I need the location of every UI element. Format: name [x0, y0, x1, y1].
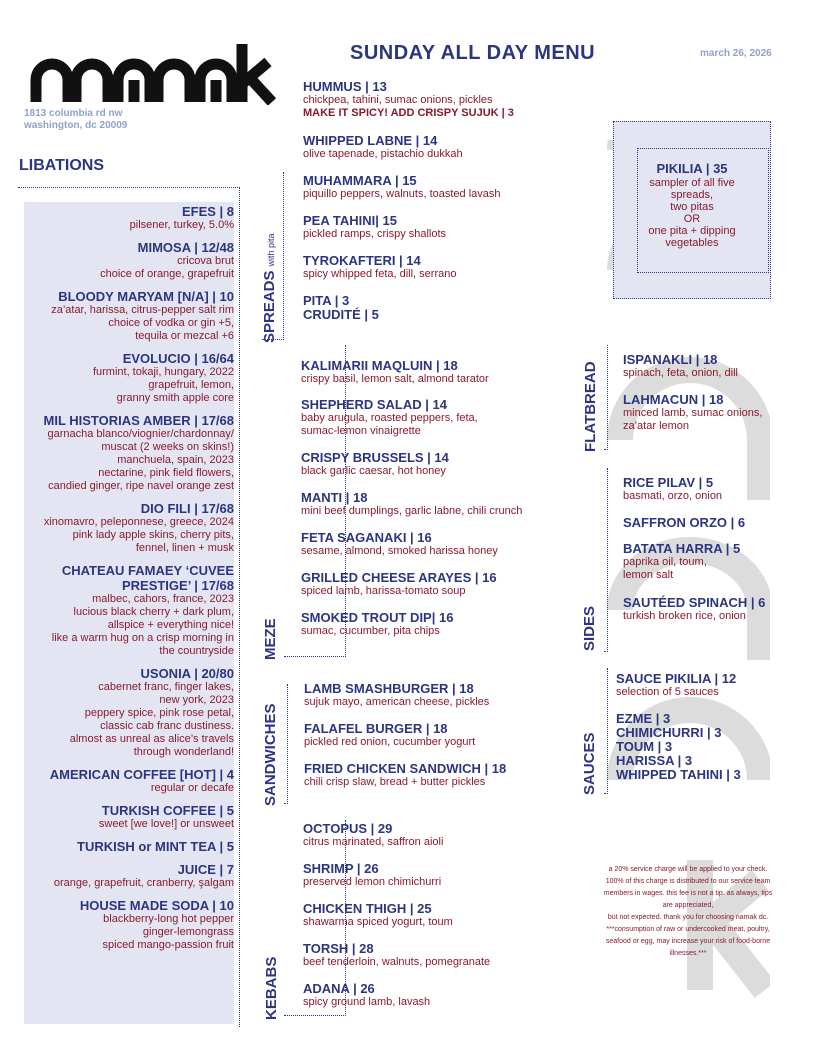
sauce-list [616, 712, 741, 782]
libation-desc: like a warm hug on a crisp morning in [51, 632, 234, 644]
menu-item-grilled-cheese-arayes [301, 571, 497, 598]
libation-name: EVOLUCIO | 16/64 [122, 351, 234, 366]
item-name: TORSH | 28 [303, 941, 374, 956]
item-desc: spinach, feta, onion, dill [623, 367, 738, 379]
item-desc: spicy ground lamb, lavash [303, 996, 431, 1008]
libation-item [20, 839, 234, 854]
menu-item-smoked-trout-dip [301, 611, 453, 638]
libation-desc: candied ginger, ripe navel orange zest [48, 480, 234, 492]
item-name: CRUDITÉ | 5 [303, 307, 379, 322]
libation-desc: granny smith apple core [116, 392, 234, 404]
item-name: OCTOPUS | 29 [303, 821, 393, 836]
item-name: PIKILIA | 35 [656, 161, 728, 176]
libation-desc: furmint, tokaji, hungary, 2022 [92, 366, 234, 378]
sides-bracket [604, 468, 608, 652]
sauces-bracket [604, 668, 608, 794]
item-desc: pickled red onion, cucumber yogurt [304, 736, 476, 748]
menu-item-falafel-burger [304, 722, 475, 749]
sandwiches-bracket [284, 684, 288, 804]
item-desc: spicy whipped feta, dill, serrano [303, 268, 457, 280]
address [24, 108, 127, 132]
item-desc: sujuk mayo, american cheese, pickles [304, 696, 490, 708]
item-name: SAUCE PIKILIA | 12 [616, 671, 737, 686]
section-label-sides: SIDES [581, 605, 598, 651]
libation-desc: nectarine, pink field flowers, [98, 467, 234, 479]
item-name: SAUTÉED SPINACH | 6 [623, 595, 766, 610]
item-desc: turkish broken rice, onion [623, 610, 746, 622]
item-name: SHEPHERD SALAD | 14 [301, 397, 447, 412]
item-desc: spreads, [670, 189, 714, 201]
item-name: ISPANAKLI | 18 [623, 352, 718, 367]
menu-item-chicken-thigh [303, 902, 453, 929]
libation-item [20, 898, 234, 952]
item-desc: piquillo peppers, walnuts, toasted lavash [303, 188, 501, 200]
menu-item-torsh [303, 942, 490, 969]
libation-desc: tequila or mezcal +6 [135, 330, 234, 342]
libation-desc: grapefruit, lemon, [148, 379, 234, 391]
libation-desc: malbec, cahors, france, 2023 [92, 593, 234, 605]
libation-item [20, 666, 234, 759]
sauce-item: HARISSA | 3 [616, 753, 693, 768]
item-name: HUMMUS | 13 [303, 79, 387, 94]
menu-item-lamb-smashburger [304, 682, 489, 709]
item-desc: sumac-lemon vinaigrette [301, 425, 421, 437]
item-desc: sampler of all five [649, 177, 735, 189]
menu-item-muhammara [303, 174, 501, 201]
libation-desc: orange, grapefruit, cranberry, şalgam [53, 877, 234, 889]
libations-title: LIBATIONS [19, 157, 105, 174]
item-name: BATATA HARRA | 5 [623, 541, 741, 556]
item-name: GRILLED CHEESE ARAYES | 16 [301, 570, 497, 585]
section-label-sauces: SAUCES [581, 732, 598, 795]
libation-desc: lucious black cherry + dark plum, [73, 606, 234, 618]
menu-item-adana [303, 982, 430, 1009]
libation-desc: choice of orange, grapefruit [100, 268, 234, 280]
item-desc: sesame, almond, smoked harissa honey [301, 545, 498, 557]
libation-item [20, 563, 234, 658]
menu-item-crispy-brussels [301, 451, 449, 478]
libation-desc: new york, 2023 [159, 694, 234, 706]
item-desc: preserved lemon chimichurri [303, 876, 442, 888]
menu-item-sauteed-spinach [623, 596, 765, 623]
libation-item [20, 862, 234, 890]
note-line: but not expected. thank you for choosing namak dc. [607, 914, 769, 921]
libation-name: MIL HISTORIAS AMBER | 17/68 [43, 413, 234, 428]
menu-item-fried-chicken-sandwich [304, 762, 506, 789]
item-desc: za’atar lemon [623, 420, 690, 432]
item-name: FALAFEL BURGER | 18 [304, 721, 448, 736]
item-desc: chili crisp slaw, bread + butter pickles [304, 776, 486, 788]
item-name: MANTI | 18 [301, 490, 368, 505]
libations-list [20, 204, 234, 960]
section-label-flatbread: FLATBREAD [582, 361, 599, 452]
libation-desc: cabernet franc, finger lakes, [98, 681, 234, 693]
section-subtitle: with pita [266, 233, 276, 267]
menu-item-pikilia [613, 161, 771, 249]
item-desc: lemon salt [623, 569, 674, 581]
libation-desc: classic cab franc dustiness. [100, 720, 234, 732]
item-desc: chickpea, tahini, sumac onions, pickles [303, 94, 493, 106]
menu-item-octopus [303, 822, 443, 849]
menu-item-rice-pilav [623, 476, 722, 503]
libation-desc: spiced mango-passion fruit [102, 939, 234, 951]
libation-desc: allspice + everything nice! [107, 619, 234, 631]
note-line: ***consumption of raw or undercooked meat, poultry, [606, 926, 770, 933]
item-desc: two pitas [670, 201, 714, 213]
item-name: KALIMARII MAQLUIN | 18 [301, 358, 458, 373]
section-label-meze: MEZE [262, 618, 279, 660]
item-desc: selection of 5 sauces [616, 686, 719, 698]
item-desc: OR [683, 213, 701, 225]
item-addon: MAKE IT SPICY! ADD CRISPY SUJUK | 3 [303, 107, 514, 119]
libation-desc: sweet [we love!] or unsweet [98, 818, 234, 830]
item-desc: shawarma spiced yogurt, toum [303, 916, 453, 928]
item-name: CHICKEN THIGH | 25 [303, 901, 432, 916]
libation-desc: pilsener, turkey, 5.0% [129, 219, 234, 231]
item-name: MUHAMMARA | 15 [303, 173, 417, 188]
item-desc: one pita + dipping [648, 225, 736, 237]
libation-desc: xinomavro, peleponnese, greece, 2024 [43, 516, 234, 528]
libation-desc: through wonderland! [133, 746, 234, 758]
libation-name: JUICE | 7 [177, 862, 234, 877]
menu-item-shepherd-salad [301, 398, 478, 438]
libation-name: USONIA | 20/80 [140, 666, 234, 681]
libation-item [20, 204, 234, 232]
item-name: LAMB SMASHBURGER | 18 [304, 681, 474, 696]
libation-name: HOUSE MADE SODA | 10 [79, 898, 234, 913]
menu-item-feta-saganaki [301, 531, 498, 558]
libation-name: AMERICAN COFFEE [HOT] | 4 [49, 767, 234, 782]
menu-item-sauce-pikilia [616, 672, 736, 699]
item-name: TYROKAFTERI | 14 [303, 253, 421, 268]
note-line: illnesses.*** [669, 950, 707, 957]
libation-desc: regular or decafe [150, 782, 234, 794]
libation-desc: choice of vodka or gin +5, [108, 317, 234, 329]
libation-desc: peppery spice, pink rose petal, [84, 707, 234, 719]
menu-item-pita-crudite [303, 294, 379, 322]
libation-desc: fennel, linen + musk [135, 542, 234, 554]
page-title: SUNDAY ALL DAY MENU [350, 42, 596, 64]
item-desc: mini beef dumplings, garlic labne, chili crunch [301, 505, 523, 517]
libation-name: EFES | 8 [181, 204, 234, 219]
note-line: members in wages. this fee is not a tip. as always, tips [603, 890, 773, 897]
item-desc: spiced lamb, harissa-tomato soup [301, 585, 466, 597]
libation-desc: garnacha blanco/viognier/chardonnay/ [47, 428, 234, 440]
libation-name: TURKISH COFFEE | 5 [101, 803, 234, 818]
libation-name: BLOODY MARYAM [N/A] | 10 [58, 289, 234, 304]
item-desc: black garlic caesar, hot honey [301, 465, 446, 477]
libation-desc: za’atar, harissa, citrus-pepper salt rim [51, 304, 234, 316]
libation-item [20, 803, 234, 831]
item-name: PEA TAHINI| 15 [303, 213, 397, 228]
namak-logo [28, 40, 278, 105]
libation-name: MIMOSA | 12/48 [137, 240, 234, 255]
menu-item-ispanakli [623, 353, 738, 380]
libation-desc: pink lady apple skins, cherry pits, [72, 529, 234, 541]
libation-desc: the countryside [159, 645, 234, 657]
libation-desc: muscat (2 weeks on skins!) [101, 441, 234, 453]
libation-item [20, 767, 234, 795]
libation-desc: blackberry-long hot pepper [103, 913, 234, 925]
libation-item [20, 289, 234, 343]
item-desc: crispy basil, lemon salt, almond tarator [301, 373, 489, 385]
libation-name: CHATEAU FAMAEY ‘CUVEE [61, 563, 234, 578]
menu-item-batata-harra [623, 542, 740, 582]
menu-item-kalimarii [301, 359, 489, 386]
menu-item-lahmacun [623, 393, 762, 433]
note-line: are appreciated, [662, 902, 714, 909]
item-name: PITA | 3 [303, 293, 350, 308]
note-line: seafood or egg, may increase your risk of food-borne [605, 938, 771, 945]
libation-item [20, 501, 234, 555]
item-desc: sumac, cucumber, pita chips [301, 625, 440, 637]
libation-name: DIO FILI | 17/68 [140, 501, 234, 516]
section-label-spreads [261, 233, 278, 343]
item-desc: vegetables [665, 237, 719, 249]
libation-desc: almost as unreal as alice’s travels [69, 733, 234, 745]
address-line: 1813 columbia rd nw [24, 108, 123, 119]
menu-item-shrimp [303, 862, 441, 889]
item-name: CRISPY BRUSSELS | 14 [301, 450, 449, 465]
menu-item-manti [301, 491, 522, 518]
menu-date: march 26, 2026 [700, 48, 772, 59]
item-desc: citrus marinated, saffron aioli [303, 836, 444, 848]
item-name: FRIED CHICKEN SANDWICH | 18 [304, 761, 507, 776]
item-desc: minced lamb, sumac onions, [623, 407, 763, 419]
address-line: washington, dc 20009 [24, 120, 128, 131]
menu-item-pea-tahini [303, 214, 446, 241]
item-name: SAFFRON ORZO | 6 [623, 515, 746, 530]
menu-item-tyrokafteri [303, 254, 456, 281]
item-desc: pickled ramps, crispy shallots [303, 228, 447, 240]
menu-item-whipped-labne [303, 134, 463, 161]
item-name: SHRIMP | 26 [303, 861, 379, 876]
item-name: SMOKED TROUT DIP| 16 [301, 610, 454, 625]
item-desc: baby arugula, roasted peppers, feta, [301, 412, 478, 424]
libation-desc: ginger-lemongrass [142, 926, 234, 938]
note-line: 100% of this charge is distributed to our service team [605, 878, 771, 885]
libation-desc: manchuela, spain, 2023 [117, 454, 234, 466]
section-label-kebabs: KEBABS [263, 956, 280, 1020]
item-name: WHIPPED LABNE | 14 [303, 133, 438, 148]
libation-name: PRESTIGE’ | 17/68 [121, 578, 234, 593]
item-desc: olive tapenade, pistachio dukkah [303, 148, 463, 160]
item-name: FETA SAGANAKI | 16 [301, 530, 432, 545]
item-name: RICE PILAV | 5 [623, 475, 714, 490]
item-desc: basmati, orzo, onion [623, 490, 723, 502]
service-charge-note [592, 864, 784, 960]
flatbread-bracket [604, 345, 608, 450]
item-desc: beef tenderloin, walnuts, pomegranate [303, 956, 491, 968]
menu-item-hummus [303, 80, 514, 120]
item-desc: paprika oil, toum, [623, 556, 707, 568]
section-title: SPREADS [261, 270, 278, 343]
libation-item [20, 413, 234, 493]
item-name: LAHMACUN | 18 [623, 392, 724, 407]
item-name: ADANA | 26 [303, 981, 375, 996]
libation-item [20, 240, 234, 281]
sauce-item: CHIMICHURRI | 3 [616, 725, 722, 740]
libation-desc: cricova brut [177, 255, 234, 267]
sauce-item: TOUM | 3 [616, 739, 673, 754]
sauce-item: EZME | 3 [616, 711, 671, 726]
note-line: a 20% service charge will be applied to your check. [608, 866, 768, 873]
libation-item [20, 351, 234, 405]
menu-item-saffron-orzo [623, 516, 745, 530]
libation-name: TURKISH or MINT TEA | 5 [77, 839, 234, 854]
section-label-sandwiches: SANDWICHES [262, 703, 279, 806]
sauce-item: WHIPPED TAHINI | 3 [616, 767, 741, 782]
